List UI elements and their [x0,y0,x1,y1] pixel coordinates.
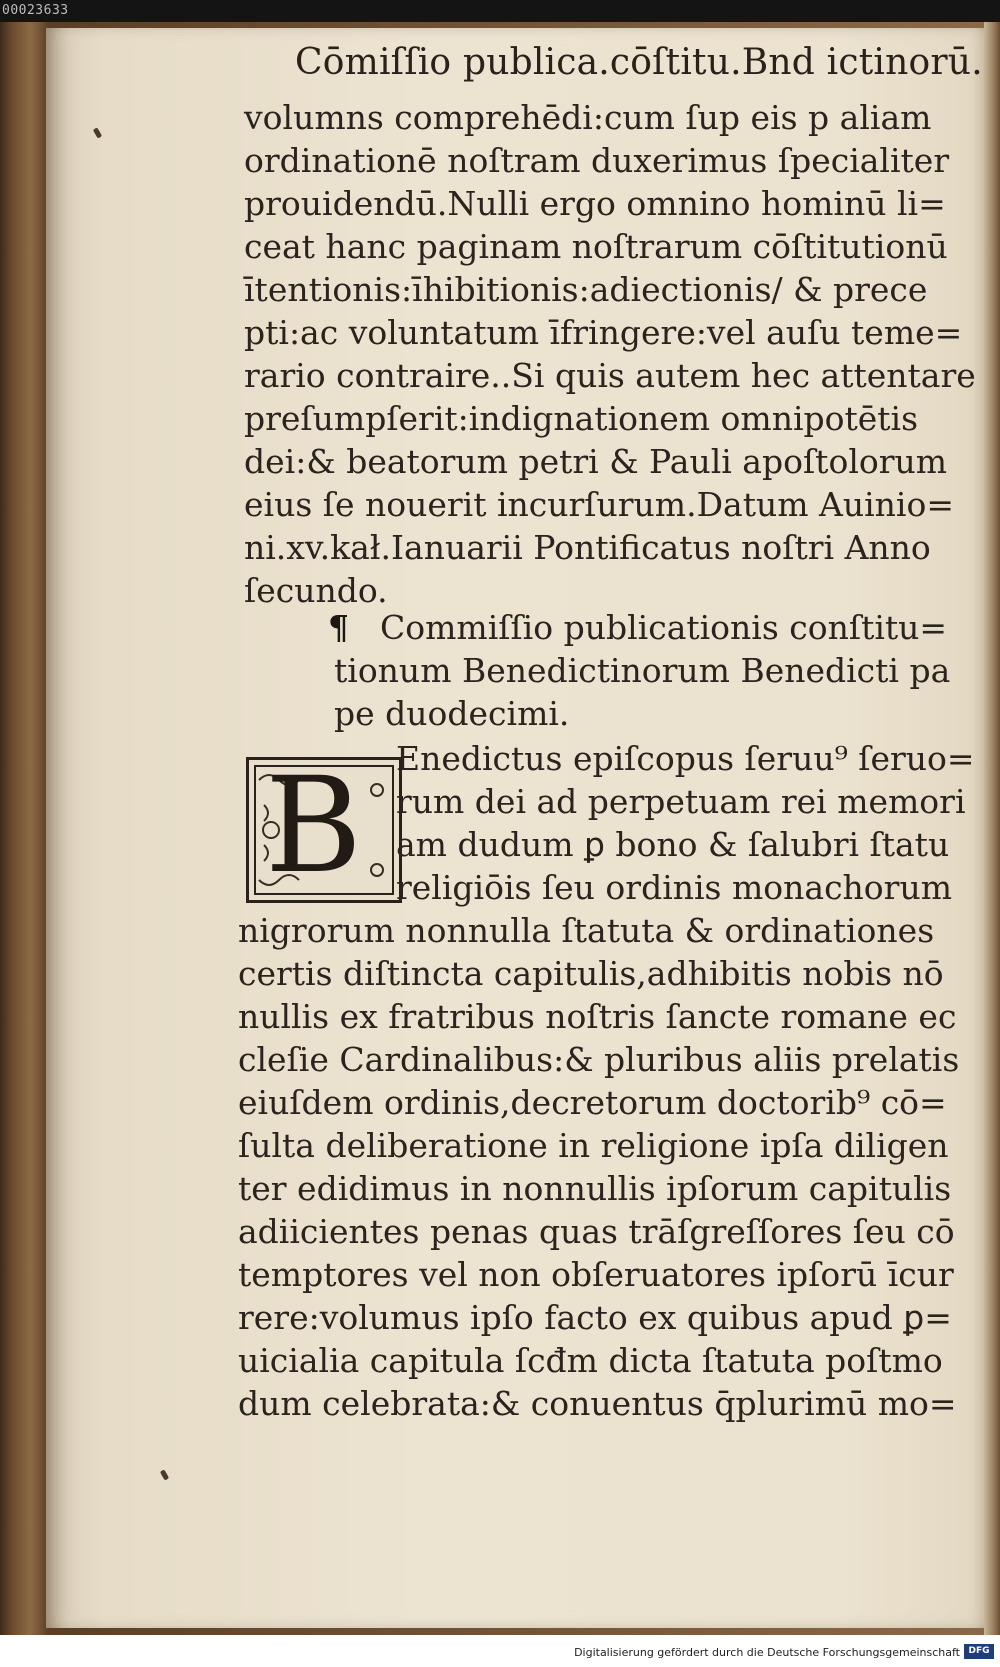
text-line: rere:volumus ipſo facto ex quibus apud ꝑ= [238,1298,952,1337]
page-edge [984,22,1000,1635]
text-line: eius ſe nouerit incurſurum.Datum Auinio= [244,485,954,524]
text-line: cleſie Cardinalibus:& pluribus aliis prelatis [238,1040,960,1079]
paragraph-1 [244,96,976,612]
pilcrow-mark: ¶ [328,608,349,647]
initial-letter: B [265,749,363,903]
text-line: preſumpſerit:indignationem omnipotētis [244,399,919,438]
text-line: ītentionis:īhibitionis:adiectionis/ & prece [244,270,928,309]
text-line: ſecundo. [244,571,388,610]
paragraph-2-body [238,909,968,1425]
text-line: rario contraire..Si quis autem hec attentare [244,356,976,395]
text-line: nullis ex fratribus noſtris ſancte romane ec [238,997,957,1036]
text-line: pti:ac voluntatum īfringere:vel auſu teme= [244,313,963,352]
text-line: volumns comprehēdi:cum ſup eis p aliam [244,98,932,137]
decorated-initial [246,749,402,903]
paragraph-2-opening [396,737,975,909]
scan-id: 00023633 [2,3,69,18]
running-head: Cōmiſſio publica.cōſtitu.Bnd ictinorū. [295,42,983,83]
text-line: eiuſdem ordinis,decretorum doctorib⁹ cō= [238,1083,947,1122]
text-line: ceat hanc paginam noſtrarum cōſtitutionū [244,227,948,266]
heading-line: tionum Benedictinorum Benedicti pa [334,651,951,690]
text-line: ter edidimus in nonnullis ipſorum capitulis [238,1169,952,1208]
heading-line: Commiſſio publicationis conſtitu= [380,608,948,647]
text-line: certis diſtincta capitulis,adhibitis nobis nō [238,954,944,993]
text-line: nigrorum nonnulla ſtatuta & ordinationes [238,911,935,950]
text-line: prouidendū.Nulli ergo omnino hominū li= [244,184,946,223]
text-line: am dudum ꝑ bono & ſalubri ſtatu [396,825,950,864]
text-line: Enedictus epiſcopus ſeruu⁹ ſeruo= [396,739,975,778]
text-line: adiicientes penas quas trāſgreſſores ſeu cō [238,1212,955,1251]
top-bar [0,0,1000,22]
dfg-logo: DFG [964,1644,994,1659]
footer-bar [0,1635,1000,1667]
text-line: dum celebrata:& conuentus q̄plurimū mo= [238,1384,957,1423]
text-line: ſulta deliberatione in religione ipſa diligen [238,1126,949,1165]
text-line: ordinationē noſtram duxerimus ſpecialiter [244,141,950,180]
text-line: rum dei ad perpetuam rei memori [396,782,966,821]
heading-line: pe duodecimi. [334,694,570,733]
text-line: temptores vel non obſeruatores ipſorū īcur [238,1255,954,1294]
text-line: religiōis ſeu ordinis monachorum [396,868,952,907]
text-line: dei:& beatorum petri & Pauli apoſtolorum [244,442,948,481]
funding-credit: Digitalisierung gefördert durch die Deutsche Forschungsgemeinschaft [574,1646,960,1659]
text-line: ni.xv.kał.Ianuarii Pontificatus noſtri Anno [244,528,931,567]
section-heading [328,606,974,735]
text-line: uicialia capitula ſcđm dicta ſtatuta poſtmo [238,1341,943,1380]
